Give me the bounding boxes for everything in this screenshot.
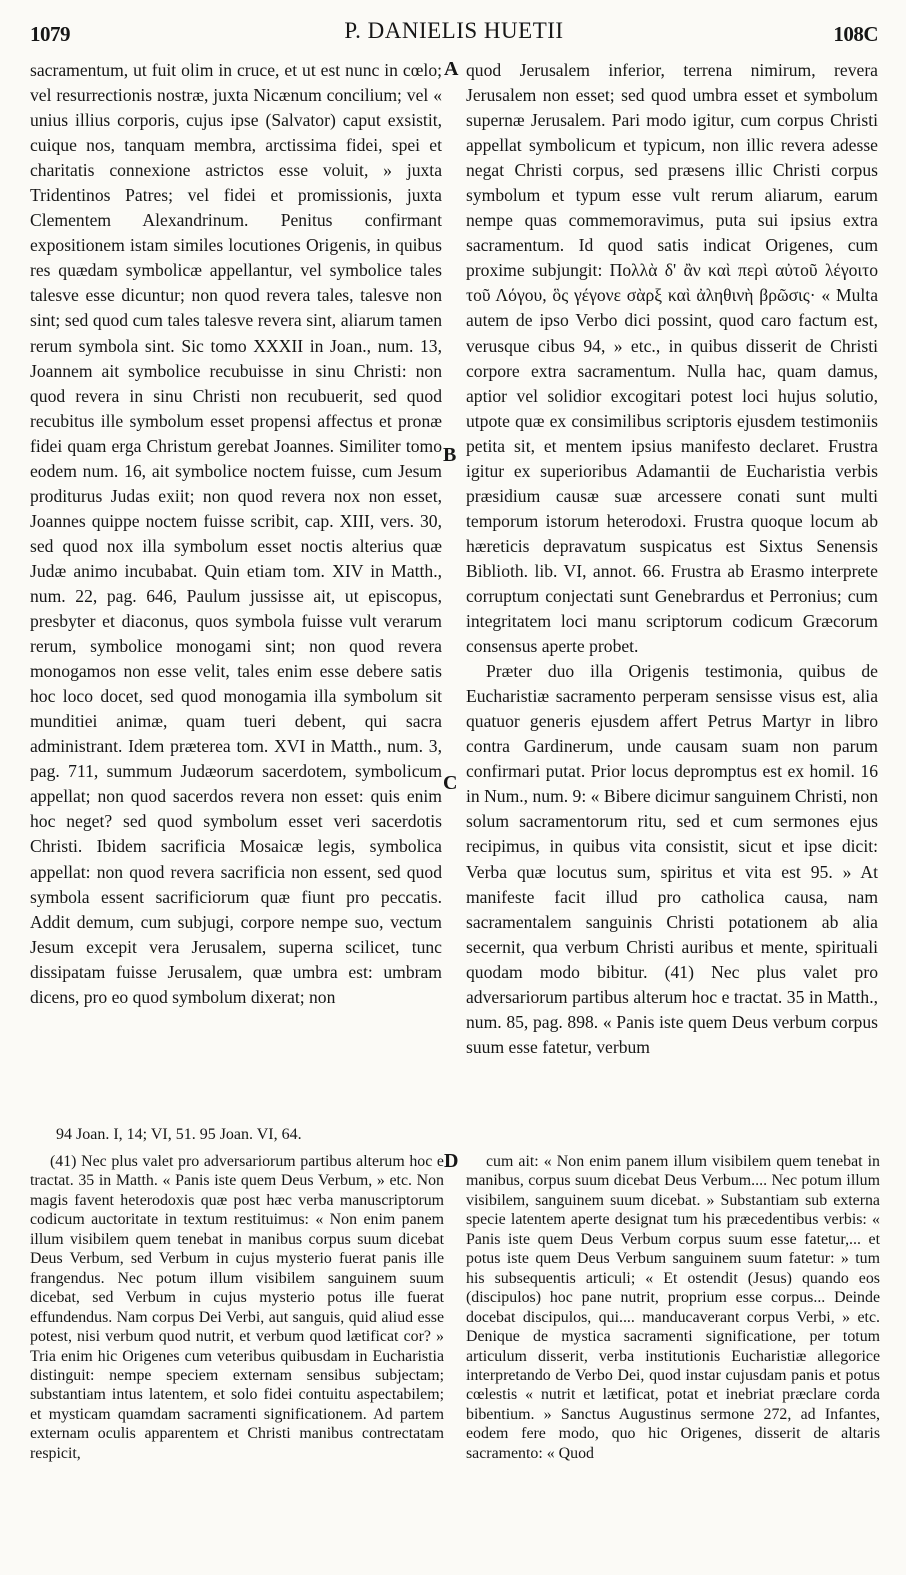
right-column-paragraph-2: Præter duo illa Origenis testimonia, quibus de Eucharistiæ sacramento perperam sensisse visus est, alia quatuor generis ejusdem affert Petrus Martyr in libro contra Gardinerum, unde causam suam non parum confirmari putat. Prior locus depromptus est ex homil. 16 in Num., num. 9: « Bibere dicimur sanguinem Christi, non solum sacramentorum ritu, sed et cum sermones ejus recipimus, in quibus vita consistit, sicut et ipse dicit: Verba quæ locutus sum, spiritus et vita est 95. » At manifeste facit illud pro catholica causa, nam sacramentalem sanguinis Christi potationem ab alia secernit, qua verbum Christi auribus et mente, spirituali quodam modo bibitur. (41) Nec plus valet pro adversariorum partibus alterum hoc e tractat. 35 in Matth., num. 85, pag. 898. « Panis iste quem Deus verbum corpus suum esse fatetur, verbum <box>466 661 878 1057</box>
main-text-right-column <box>466 58 878 1120</box>
notes-right-column <box>466 1152 880 1562</box>
left-column-paragraph: sacramentum, ut fuit olim in cruce, et ut est nunc in cœlo; vel resurrectionis nostræ, juxta Nicænum concilium; vel « unius illius corporis, cujus ipse (Salvator) caput exsistit, cuique nos, tanquam membra, arctissima fidei, spei et charitatis connexione astrictos esse voluit, » juxta Tridentinos Patres; vel fidei et promissionis, juxta Clementem Alexandrinum. Penitus confirmant expositionem istam similes locutiones Origenis, in quibus res quædam symbolicæ appellantur, vel symbolice tales talesve esse dicuntur; non quod revera tales, talesve non sint; sed quod cum tales talesve revera sint, aliarum tamen rerum symbola sint. Sic tomo XXXII in Joan., num. 13, Joannem ait symbolice recubuisse in sinu Christi: non quod revera in sinu Christi non recubuerit, sed quod recubitus ille symbolum esset propensi affectus et pronæ fidei quam erga Christum gerebat Joannes. Similiter tomo eodem num. 16, ait symbolice noctem fuisse, cum Jesum proditurus Judas exiit; non quod revera nox non esset, Joannes quippe noctem fuisse scribit, cap. XIII, vers. 30, sed quod nox illa symbolum esset noctis alterius quæ Judæ animo incubabat. Quin etiam tom. XIV in Matth., num. 22, pag. 646, Paulum jussisse ait, ut episcopus, presbyter et diaconus, quos symbola fuisse vult verarum rerum, symbolice monogami sint; non quod revera monogamos non esse velit, tales enim esse debere satis hoc loco docet, sed quod monogamia illa symbolum sit munditiei animæ, quam tueri debent, qui sacra administrant. Idem præterea tom. XVI in Matth., num. 3, pag. 711, summum Judæorum sacerdotem, symbolicum appellat; non quod sacerdos revera non esset: quis enim hoc neget? sed quod symbolum esset veri sacerdotis Christi. Ibidem sacrificia Mosaicæ legis, symbolica appellat: non quod revera sacrificia non essent, sed quod symbola essent sacrificiorum quæ fiunt pro peccatis. Addit demum, cum subjugi, corpore nempe suo, vectum Jesum excepit vera Jerusalem, superna scilicet, tunc dissipatam fuisse Jerusalem, quæ umbra est: umbram dicens, pro eo quod symbolum dixerat; non <box>30 60 442 1007</box>
page-header <box>30 8 878 48</box>
left-page-number: 1079 <box>30 22 70 46</box>
running-title: P. DANIELIS HUETII <box>344 18 564 43</box>
section-marker-b: B <box>443 444 457 466</box>
section-marker-a: A <box>444 58 459 80</box>
main-text-left-column <box>30 58 442 1120</box>
right-column-paragraph-1: quod Jerusalem inferior, terrena nimirum, revera Jerusalem non esset; sed quod umbra esset et symbolum supernæ Jerusalem. Pari modo igitur, cum corpus Christi appellat symbolicum et typicum, non illic revera adesse negat Christi corpus, sed præsens illic Christi corpus symbolum et typum esse vult rerum aliarum, earum nempe quas commemoravimus, puta sui ipsius extra sacramentum. Id quod satis indicat Origenes, cum proxime subjungit: Πολλὰ δ' ἂν καὶ περὶ αὐτοῦ λέγοιτο τοῦ Λόγου, ὃς γέγονε σὰρξ καὶ ἀληθινὴ βρῶσις· « Multa autem de ipso Verbo dici possint, quod caro factum est, verusque cibus 94, » etc., in quibus disserit de Christi corpore extra sacramentum. Nulla hac, quam damus, aptior vel solidior excogitari potest loci hujus solutio, utpote quæ ex consimilibus scriptoris ejusdem testimoniis petita sit, et mentem ipsius manifesto declaret. Frustra igitur ex superioribus Adamantii de Eucharistia verbis præsidium causæ suæ arcessere conati sunt multi temporum istorum heterodoxi. Frustra quoque locum ab hæreticis depravatum suspicatus est Sixtus Senensis Biblioth. lib. VI, annot. 66. Frustra ab Erasmo interprete corruptum conjectati sunt Genebrardus et Perronius; cum integritatem loci manu scriptorum codicum Græcorum consensus aperte probet. <box>466 60 878 657</box>
note-left-text: (41) Nec plus valet pro adversariorum partibus alterum hoc e tractat. 35 in Matth. « Panis iste quem Deus Verbum, » etc. Non magis favent heterodoxis quæ post hæc verba manuscriptorum codicum auctoritate in textum restituimus: « Non enim panem illum visibilem quem tenebat in manibus corpus suum dicebat Deus Verbum, sed Verbum in cujus mysterio fuerat panis ille frangendus. Nec potum illum visibilem sanguinem suum dicebat, sed Verbum in cujus mysterio potus ille fuerat effundendus. Nam corpus Dei Verbi, aut sanguis, quid aliud esse potest, nisi verbum quod nutrit, et verbum quod lætificat cor? » Tria enim hic Origenes cum veteribus quibusdam in Eucharistia distinguit: nempe speciem externam sensibus subjectam; substantiam intus latentem, et solo fidei contuitu aspectabilem; et mysticam quamdam sacramenti significationem. Ad partem externam oculis apparentem et Christi manibus contrectatam respicit, <box>30 1153 444 1462</box>
section-marker-d: D <box>444 1150 459 1172</box>
note-right-text: cum ait: « Non enim panem illum visibilem quem tenebat in manibus, corpus suum dicebat Deus Verbum.... Nec potum illum visibilem, sanguinem suum dicebat. » Substantiam sub externa specie latentem aperte designat tum his præcedentibus verbis: « Panis iste quem Deus Verbum corpus suum esse fatetur,... et potus iste quem Deus Verbum sanguinem suum fatetur: » tum his subsequentis articuli; « Et ostendit (Jesus) quando eos (discipulos) hoc pane nutrit, proprium esse corpus... Deinde docebat discipulos, qui.... manducaverant corpus Verbi, » etc. Denique de mystica sacramenti significatione, per totum articulum disserit, verba institutionis Eucharistiæ allegorice interpretando de Verbo Dei, quod instar cujusdam panis et potus cœlestis « nutrit et lætificat, potat et inebriat præclare corda bibentium. » Sanctus Augustinus sermone 272, ad Infantes, eodem fere modo, quo hic Origenes, disserit de altaris sacramento: « Quod <box>466 1153 880 1462</box>
footnote-references: 94 Joan. I, 14; VI, 51. 95 Joan. VI, 64. <box>56 1126 302 1143</box>
notes-left-column <box>30 1152 444 1562</box>
right-page-number: 108C <box>833 22 878 46</box>
section-marker-c: C <box>443 772 458 794</box>
